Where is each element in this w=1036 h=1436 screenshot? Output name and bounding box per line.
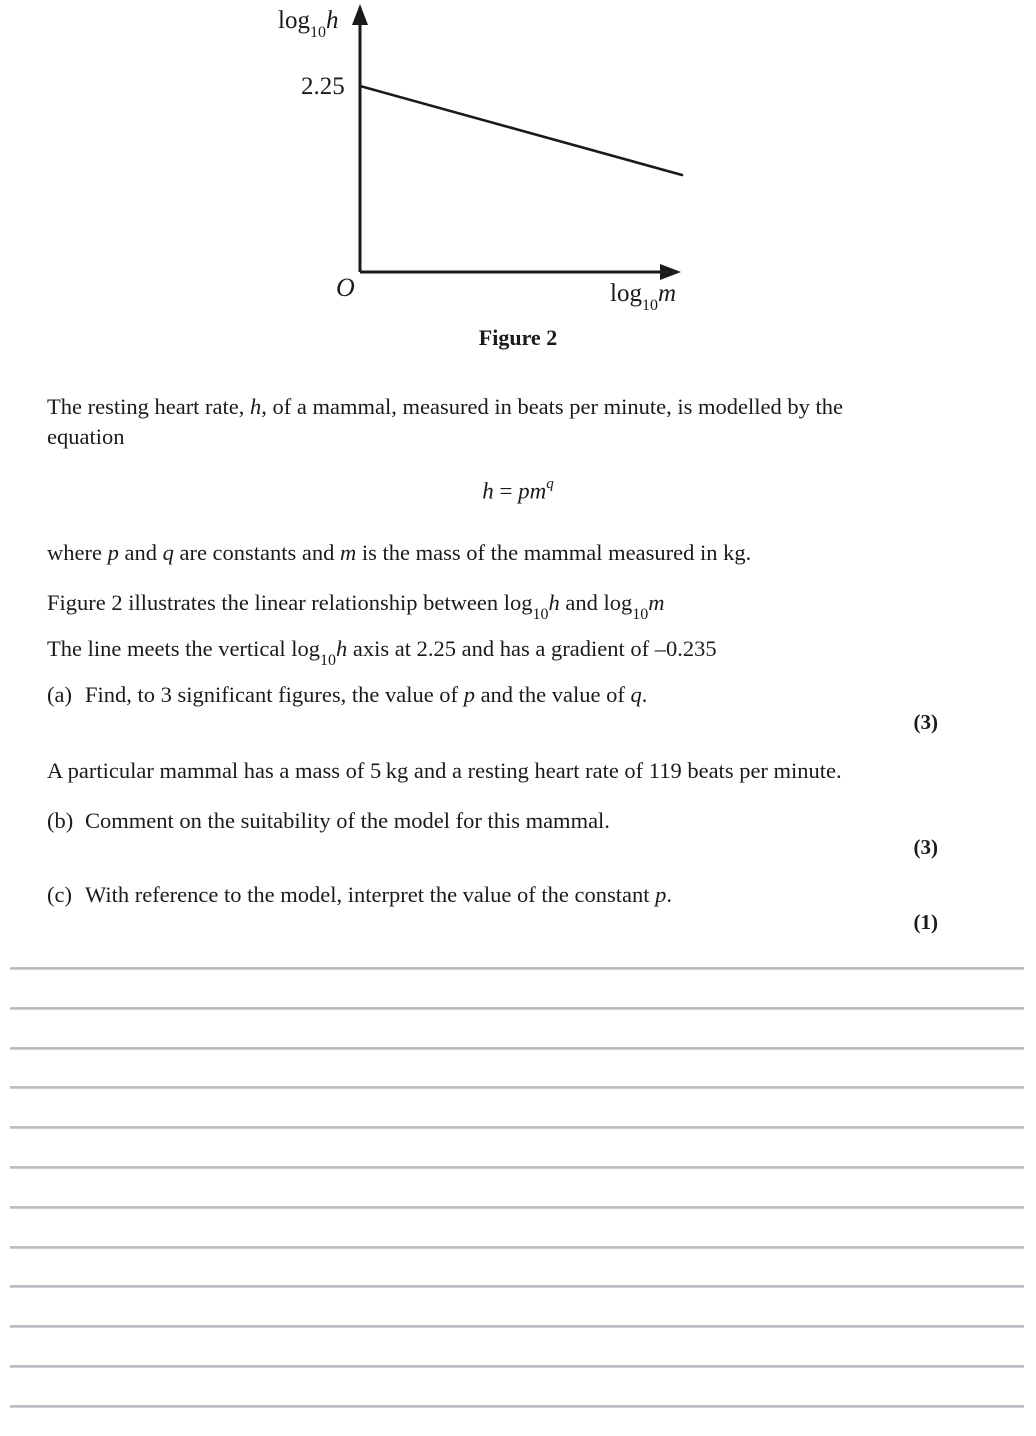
part-c-letter: (c) [47, 882, 72, 907]
paragraph-intro: The resting heart rate, h, of a mammal, measured in beats per minute, is modelled by the equation [47, 394, 843, 449]
answer-line [10, 1246, 1024, 1249]
y-axis-tick-label: 2.25 [301, 73, 345, 100]
paragraph-line-intercept-gradient: The line meets the vertical $\log_{10}h$ axis at 2.25 and has a gradient of –0.235 [47, 636, 717, 669]
y-axis [352, 4, 368, 272]
answer-line [10, 1365, 1024, 1368]
graph-svg [0, 0, 1036, 315]
answer-line [10, 1047, 1024, 1050]
part-b-text: Comment on the suitability of the model for this mammal. [85, 808, 610, 833]
paragraph-figure2-relationship: Figure 2 illustrates the linear relationship between $\log_{10}h$ and $\log_{10}m$ [47, 590, 665, 623]
question-part-c [47, 880, 917, 910]
answer-line [10, 967, 1024, 970]
answer-line [10, 1206, 1024, 1209]
origin-label: O [336, 273, 355, 302]
part-a-text: Find, to 3 significant figures, the value of p and the value of q. [85, 682, 648, 707]
paragraph-particular-mammal: A particular mammal has a mass of 5 kg and a resting heart rate of 119 beats per minute. [47, 758, 842, 783]
answer-line [10, 1007, 1024, 1010]
y-axis-label: $\log_{10}h$ [278, 7, 339, 41]
marks-part-a: (3) [913, 710, 938, 734]
marks-part-b: (3) [913, 835, 938, 859]
question-part-a [47, 680, 917, 710]
x-axis-label: $\log_{10}m$ [610, 280, 677, 314]
answer-line [10, 1285, 1024, 1288]
answer-line [10, 1405, 1024, 1408]
answer-line [10, 1086, 1024, 1089]
plot-line [360, 86, 682, 175]
question-part-b [47, 806, 917, 836]
x-axis [360, 264, 681, 280]
part-a-letter: (a) [47, 682, 72, 707]
answer-line [10, 1325, 1024, 1328]
answer-line [10, 1166, 1024, 1169]
figure-caption: Figure 2 [478, 325, 558, 350]
part-b-letter: (b) [47, 808, 74, 833]
equation-h-equals-pmq: $h = pm^q$ [482, 476, 554, 504]
answer-line [10, 1126, 1024, 1129]
part-c-text: With reference to the model, interpret the value of the constant p. [85, 882, 672, 907]
marks-part-c: (1) [913, 910, 938, 934]
paragraph-where: where p and q are constants and m is the mass of the mammal measured in kg. [47, 540, 752, 565]
figure-2-graph [0, 0, 1036, 315]
